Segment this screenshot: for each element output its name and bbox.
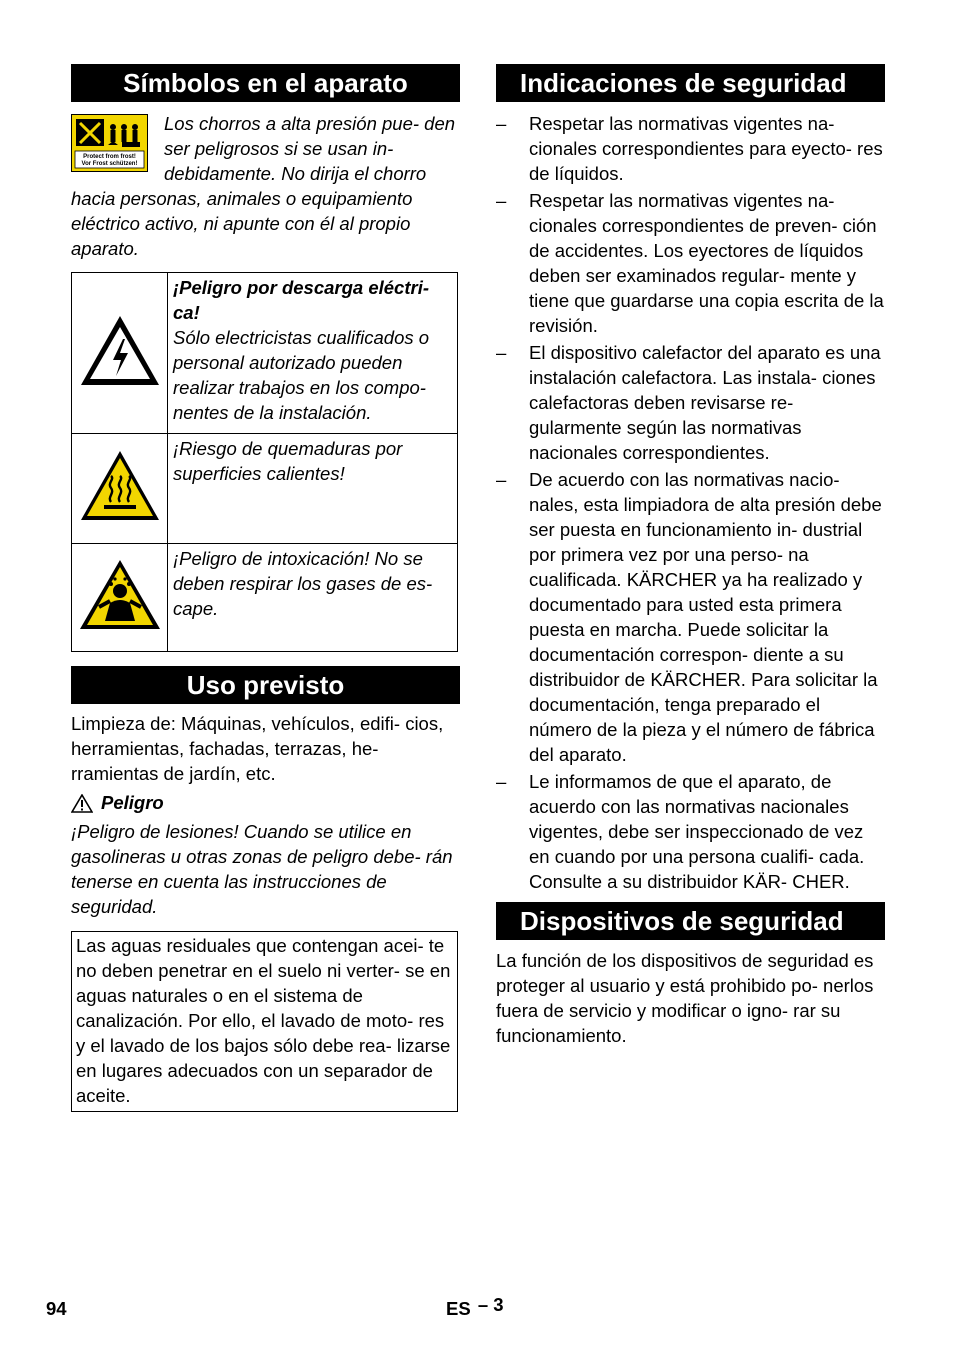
list-item: – Respetar las normativas vigentes na- cionales correspondientes de preven- ción de accidentes. Los eyectores de líquidos deben ser examinados regular- mente y tiene que guardarse una copia escrita de la revisión. <box>496 190 884 336</box>
right-column <box>496 64 885 1048</box>
symbols-block <box>71 111 460 261</box>
warning-table <box>71 272 458 652</box>
warning-row <box>72 544 458 652</box>
symbols-text: Los chorros a alta presión pue- den ser peligrosos si se usan in- debidamente. No dirija el chorro hacia personas, animales o equipamiento eléctrico activo, ni apunte con él al propio aparato. <box>71 113 456 259</box>
warning-text: ¡Peligro de intoxicación! No se deben respirar los gases de es- cape. <box>173 548 433 619</box>
list-item: – Le informamos de que el aparato, de acuerdo con las normativas nacionales vigentes, debe ser inspeccionado de vez en cuando por una persona cualifi- cada. Consulte a su distribuidor KÄR- CHER. <box>496 771 865 892</box>
high-pressure-warning-label-icon <box>71 114 148 172</box>
uso-text: Limpieza de: Máquinas, vehículos, edifi- cios, herramientas, fachadas, terrazas, he- rramientas de jardín, etc. <box>71 713 444 784</box>
symbol-label-line-2: Vor Frost schützen! <box>81 161 138 167</box>
danger-label: Peligro <box>101 792 164 813</box>
language-code: ES <box>446 1298 471 1319</box>
warning-title: ¡Peligro por descarga eléctri- ca! <box>173 277 430 323</box>
section-number: – 3 <box>477 1294 504 1315</box>
oil-notice-text: Las aguas residuales que contengan acei- te no deben penetrar en el suelo ni verter- se en aguas naturales o en el sistema de canalización. Por ello, el lavado de moto- res y el lavado de los bajos sólo debe rea- lizarse en lugares adecuados con un separador de aceite. <box>76 935 451 1106</box>
safety-list <box>496 111 885 894</box>
devices-text: La función de los dispositivos de seguridad es proteger al usuario y está prohibido po- nerlos fuera de servicio y modificar o igno- rar su funcionamiento. <box>496 950 874 1046</box>
warning-row <box>72 273 458 434</box>
toxic-fumes-icon <box>77 557 163 633</box>
list-item: – El dispositivo calefactor del aparato es una instalación calefactora. Las instala- ciones calefactoras deben revisarse re- gularmente según las normativas nacionales correspondientes. <box>496 342 881 463</box>
symbol-label-line-1: Protect from frost! <box>83 154 136 160</box>
left-column <box>71 64 460 1112</box>
warning-text: ¡Riesgo de quemaduras por superficies calientes! <box>173 438 403 484</box>
footer-language <box>446 1294 504 1320</box>
warning-triangle-icon <box>71 794 93 813</box>
oil-notice-box <box>71 931 458 1112</box>
electric-shock-icon <box>78 313 162 389</box>
symbols-heading: Símbolos en el aparato <box>71 64 460 102</box>
warning-row <box>72 434 458 544</box>
list-item: – De acuerdo con las normativas nacio- nales, esta limpiadora de alta presión debe ser puesta en funcionamiento in- dustrial por primera vez por una perso- na cualificada. KÄRCHER ya ha realizado y documentado para usted esta primera puesta en marcha. Puede solicitar la documentación correspon- diente a su distribuidor de KÄRCHER. Para solicitar la documentación, tenga preparado el número de la pieza y el número de fábrica del aparato. <box>496 469 882 765</box>
warning-text: Sólo electricistas cualificados o personal autorizado pueden realizar trabajos en los compo- nentes de la instalación. <box>173 327 430 423</box>
safety-heading: Indicaciones de seguridad <box>496 64 885 102</box>
devices-heading: Dispositivos de seguridad <box>496 902 885 940</box>
danger-line <box>71 792 460 814</box>
danger-text: ¡Peligro de lesiones! Cuando se utilice en gasolineras u otras zonas de peligro debe- rán tenerse en cuenta las instrucciones de seguridad. <box>71 821 453 917</box>
page-number: 94 <box>46 1298 67 1319</box>
list-item: – Respetar las normativas vigentes na- cionales correspondientes para eyecto- res de líquidos. <box>496 113 883 184</box>
uso-heading: Uso previsto <box>71 666 460 704</box>
hot-surface-icon <box>78 448 162 524</box>
